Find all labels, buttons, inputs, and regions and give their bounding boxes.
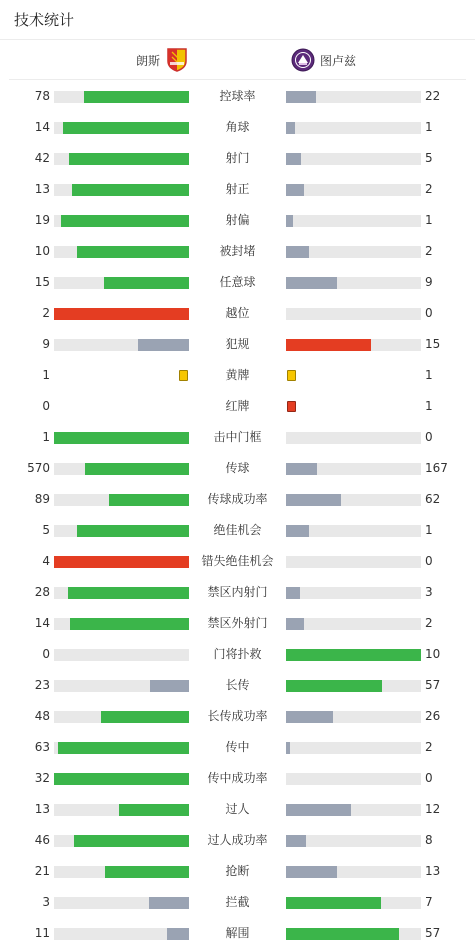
home-bar-fill xyxy=(119,804,189,816)
away-bar xyxy=(286,556,421,568)
away-value: 1 xyxy=(425,368,433,382)
stat-label: 被封堵 xyxy=(219,244,256,258)
away-bar-fill xyxy=(286,618,304,630)
stat-row xyxy=(0,81,475,112)
home-bar xyxy=(54,184,189,196)
home-team-name: 朗斯 xyxy=(135,53,160,68)
stat-row xyxy=(0,360,475,391)
stat-label: 长传成功率 xyxy=(207,709,268,723)
home-value: 570 xyxy=(27,461,50,475)
home-value: 2 xyxy=(42,306,50,320)
stat-label: 传球 xyxy=(225,461,250,475)
home-bar-fill xyxy=(68,587,190,599)
away-bar-fill xyxy=(286,587,300,599)
home-value: 0 xyxy=(42,399,50,413)
stat-row xyxy=(0,825,475,856)
away-team-logo-icon xyxy=(291,48,315,72)
away-bar-fill xyxy=(286,277,337,289)
stat-label: 传中 xyxy=(225,740,250,754)
home-bar xyxy=(54,122,189,134)
stat-label: 错失绝佳机会 xyxy=(201,554,274,568)
home-value: 10 xyxy=(34,244,50,258)
stat-label: 解围 xyxy=(225,926,250,940)
stat-row xyxy=(0,670,475,701)
stat-row xyxy=(0,794,475,825)
home-bar-fill xyxy=(77,525,189,537)
home-bar-fill xyxy=(138,339,189,351)
stat-row xyxy=(0,515,475,546)
away-bar-fill xyxy=(286,91,316,103)
away-bar xyxy=(286,215,421,227)
home-bar xyxy=(54,215,189,227)
away-bar-fill xyxy=(286,711,333,723)
away-bar xyxy=(286,804,421,816)
home-bar-fill xyxy=(84,91,189,103)
away-value: 0 xyxy=(425,430,433,444)
home-value: 21 xyxy=(34,864,50,878)
away-bar xyxy=(286,928,421,940)
home-bar-fill xyxy=(61,215,189,227)
home-value: 13 xyxy=(34,802,50,816)
away-value: 2 xyxy=(425,182,433,196)
away-bar-fill xyxy=(286,215,293,227)
stat-label: 红牌 xyxy=(225,399,250,413)
away-bar xyxy=(286,680,421,692)
away-bar xyxy=(286,897,421,909)
away-value: 9 xyxy=(425,275,433,289)
stat-label: 传中成功率 xyxy=(207,771,268,785)
home-value: 63 xyxy=(34,740,50,754)
away-bar-fill xyxy=(286,804,351,816)
home-bar-fill xyxy=(54,773,189,785)
away-bar xyxy=(286,277,421,289)
away-bar xyxy=(286,525,421,537)
stat-row xyxy=(0,763,475,794)
away-value: 8 xyxy=(425,833,433,847)
stat-row xyxy=(0,453,475,484)
home-bar xyxy=(54,804,189,816)
home-value: 42 xyxy=(34,151,50,165)
home-bar xyxy=(54,494,189,506)
stat-row xyxy=(0,143,475,174)
stat-label: 黄牌 xyxy=(225,368,250,382)
home-bar xyxy=(54,897,189,909)
home-value: 15 xyxy=(34,275,50,289)
home-value: 14 xyxy=(34,120,50,134)
stat-label: 击中门框 xyxy=(213,430,262,444)
away-bar xyxy=(286,711,421,723)
home-value: 14 xyxy=(34,616,50,630)
stat-row xyxy=(0,298,475,329)
away-bar-fill xyxy=(286,835,306,847)
page-header xyxy=(0,0,475,40)
stat-row xyxy=(0,856,475,887)
away-value: 13 xyxy=(425,864,441,878)
home-bar-fill xyxy=(54,432,189,444)
away-bar xyxy=(286,835,421,847)
away-bar xyxy=(286,308,421,320)
away-yellow-card-icon xyxy=(287,370,296,381)
stat-row xyxy=(0,422,475,453)
stat-label: 抢断 xyxy=(225,864,250,878)
away-value: 0 xyxy=(425,771,433,785)
away-bar xyxy=(286,742,421,754)
home-bar xyxy=(54,308,189,320)
away-value: 2 xyxy=(425,740,433,754)
home-bar-fill xyxy=(85,463,189,475)
away-value: 12 xyxy=(425,802,441,816)
stat-label: 拦截 xyxy=(225,895,250,909)
away-bar-fill xyxy=(286,153,301,165)
away-bar xyxy=(286,463,421,475)
home-bar-fill xyxy=(101,711,189,723)
home-bar xyxy=(54,742,189,754)
stat-row xyxy=(0,205,475,236)
home-value: 9 xyxy=(42,337,50,351)
home-bar-fill xyxy=(167,928,189,940)
away-bar-fill xyxy=(286,494,341,506)
home-bar xyxy=(54,91,189,103)
home-bar xyxy=(54,866,189,878)
page-title: 技术统计 xyxy=(14,11,75,29)
home-value: 0 xyxy=(42,647,50,661)
home-bar-fill xyxy=(70,618,189,630)
home-bar xyxy=(54,556,189,568)
away-bar xyxy=(286,91,421,103)
home-bar xyxy=(54,432,189,444)
away-bar xyxy=(286,432,421,444)
home-bar-fill xyxy=(104,277,189,289)
home-bar xyxy=(54,277,189,289)
stat-row xyxy=(0,887,475,918)
stat-row xyxy=(0,484,475,515)
home-bar xyxy=(54,773,189,785)
home-value: 46 xyxy=(34,833,50,847)
away-bar xyxy=(286,773,421,785)
away-bar-fill xyxy=(286,742,290,754)
away-value: 62 xyxy=(425,492,441,506)
away-bar xyxy=(286,184,421,196)
home-value: 89 xyxy=(34,492,50,506)
away-bar-fill xyxy=(286,184,304,196)
stat-row xyxy=(0,391,475,422)
away-value: 22 xyxy=(425,89,441,103)
away-bar-fill xyxy=(286,866,337,878)
home-bar xyxy=(54,525,189,537)
stat-row xyxy=(0,608,475,639)
home-value: 1 xyxy=(42,430,50,444)
home-bar-fill xyxy=(54,308,189,320)
home-bar xyxy=(54,153,189,165)
home-bar-fill xyxy=(105,866,189,878)
home-bar xyxy=(54,618,189,630)
stat-label: 禁区外射门 xyxy=(207,616,268,630)
stat-label: 射门 xyxy=(225,151,250,165)
away-bar-fill xyxy=(286,649,421,661)
home-bar-fill xyxy=(72,184,189,196)
home-value: 32 xyxy=(34,771,50,785)
stat-row xyxy=(0,236,475,267)
away-value: 57 xyxy=(425,926,441,940)
stat-label: 长传 xyxy=(225,678,250,692)
away-bar xyxy=(286,153,421,165)
home-value: 23 xyxy=(34,678,50,692)
home-value: 11 xyxy=(34,926,50,940)
away-team-name: 图卢兹 xyxy=(320,53,357,68)
away-value: 0 xyxy=(425,306,433,320)
home-bar xyxy=(54,711,189,723)
away-bar xyxy=(286,494,421,506)
away-bar xyxy=(286,618,421,630)
away-bar xyxy=(286,122,421,134)
stat-row xyxy=(0,918,475,949)
away-bar xyxy=(286,246,421,258)
stat-row xyxy=(0,174,475,205)
home-value: 3 xyxy=(42,895,50,909)
home-bar-fill xyxy=(77,246,189,258)
away-value: 15 xyxy=(425,337,441,351)
away-bar xyxy=(286,866,421,878)
away-value: 1 xyxy=(425,120,433,134)
home-value: 78 xyxy=(34,89,50,103)
stat-row xyxy=(0,577,475,608)
home-value: 19 xyxy=(34,213,50,227)
away-value: 57 xyxy=(425,678,441,692)
away-bar-fill xyxy=(286,463,317,475)
away-bar-fill xyxy=(286,897,381,909)
stat-row xyxy=(0,329,475,360)
home-yellow-card-icon xyxy=(179,370,188,381)
home-bar-fill xyxy=(69,153,189,165)
away-value: 10 xyxy=(425,647,441,661)
stat-label: 角球 xyxy=(225,120,250,134)
home-bar-fill xyxy=(150,680,189,692)
home-team[interactable] xyxy=(136,48,188,72)
home-bar xyxy=(54,835,189,847)
away-bar-fill xyxy=(286,680,382,692)
away-bar-fill xyxy=(286,525,309,537)
away-value: 7 xyxy=(425,895,433,909)
stat-label: 射正 xyxy=(225,182,250,196)
home-bar xyxy=(54,339,189,351)
stat-label: 过人 xyxy=(225,802,250,816)
stat-label: 控球率 xyxy=(219,89,256,103)
home-bar xyxy=(54,587,189,599)
stat-label: 绝佳机会 xyxy=(213,523,262,537)
home-bar-fill xyxy=(109,494,189,506)
away-value: 5 xyxy=(425,151,433,165)
away-value: 1 xyxy=(425,213,433,227)
home-bar xyxy=(54,246,189,258)
stat-label: 禁区内射门 xyxy=(207,585,268,599)
home-bar-fill xyxy=(74,835,189,847)
away-bar-fill xyxy=(286,246,309,258)
away-value: 1 xyxy=(425,399,433,413)
stat-row xyxy=(0,267,475,298)
stat-label: 过人成功率 xyxy=(207,833,268,847)
away-bar-fill xyxy=(286,122,295,134)
away-bar xyxy=(286,649,421,661)
home-bar-fill xyxy=(54,556,189,568)
home-value: 5 xyxy=(42,523,50,537)
stats-list xyxy=(0,81,475,949)
stat-label: 越位 xyxy=(225,306,250,320)
away-bar-fill xyxy=(286,339,371,351)
stat-row xyxy=(0,732,475,763)
away-team[interactable] xyxy=(291,48,356,72)
home-bar xyxy=(54,928,189,940)
home-bar-fill xyxy=(63,122,189,134)
stat-label: 传球成功率 xyxy=(207,492,268,506)
home-value: 13 xyxy=(34,182,50,196)
away-value: 2 xyxy=(425,244,433,258)
away-value: 167 xyxy=(425,461,448,475)
stat-label: 任意球 xyxy=(219,275,256,289)
away-bar xyxy=(286,587,421,599)
away-value: 2 xyxy=(425,616,433,630)
stat-row xyxy=(0,639,475,670)
home-team-logo-icon xyxy=(166,48,188,72)
away-value: 0 xyxy=(425,554,433,568)
home-value: 1 xyxy=(42,368,50,382)
home-value: 28 xyxy=(34,585,50,599)
stat-row xyxy=(0,112,475,143)
away-value: 26 xyxy=(425,709,441,723)
home-value: 4 xyxy=(42,554,50,568)
away-value: 3 xyxy=(425,585,433,599)
away-value: 1 xyxy=(425,523,433,537)
away-bar xyxy=(286,339,421,351)
stat-label: 犯规 xyxy=(225,337,250,351)
home-bar-fill xyxy=(58,742,189,754)
home-bar xyxy=(54,463,189,475)
home-bar xyxy=(54,649,189,661)
home-bar xyxy=(54,680,189,692)
stat-row xyxy=(0,701,475,732)
home-bar-fill xyxy=(149,897,190,909)
teams-header xyxy=(9,40,466,80)
stat-row xyxy=(0,546,475,577)
stat-label: 门将扑救 xyxy=(213,647,262,661)
stat-label: 射偏 xyxy=(225,213,250,227)
away-bar-fill xyxy=(286,928,399,940)
home-value: 48 xyxy=(34,709,50,723)
away-red-card-icon xyxy=(287,401,296,412)
